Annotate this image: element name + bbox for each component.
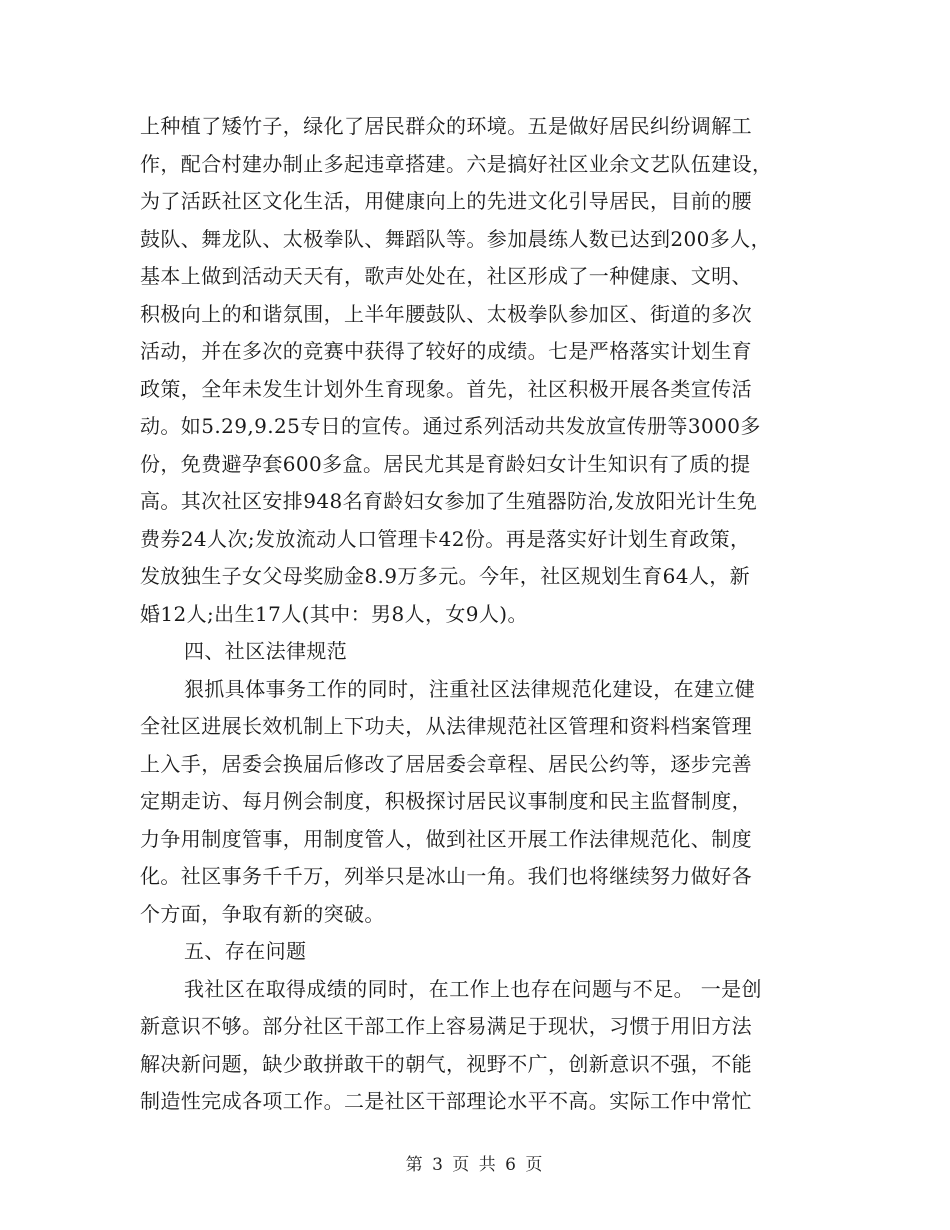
text-line: 政策，全年未发生计划外生育现象。首先，社区积极开展各类宣传活 — [140, 376, 752, 401]
text-line: 发放独生子女父母奖励金8.9万多元。今年，社区规划生育64人，新 — [140, 564, 751, 588]
text-line: 定期走访、每月例会制度，积极探讨居民议事制度和民主监督制度， — [140, 789, 752, 813]
document-body — [140, 108, 808, 1121]
text-line: 上种植了矮竹子，绿化了居民群众的环境。五是做好居民纠纷调解工 — [140, 114, 752, 138]
text-line: 积极向上的和谐氛围，上半年腰鼓队、太极拳队参加区、街道的多次 — [140, 301, 752, 326]
text-line: 解决新问题，缺少敢拼敢干的朝气，视野不广，创新意识不强，不能 — [140, 1051, 752, 1076]
text-line: 全社区进展长效机制上下功夫，从法律规范社区管理和资料档案管理 — [140, 714, 752, 738]
text-line: 动。如5.29,9.25专日的宣传。通过系列活动共发放宣传册等3000多 — [140, 414, 761, 438]
text-line: 个方面，争取有新的突破。 — [140, 901, 385, 926]
text-line: 力争用制度管事，用制度管人，做到社区开展工作法律规范化、制度 — [140, 826, 752, 851]
text-line: 四、社区法律规范 — [184, 639, 348, 663]
text-line: 五、存在问题 — [184, 939, 307, 963]
text-line: 狠抓具体事务工作的同时，注重社区法律规范化建设，在建立健 — [184, 676, 756, 701]
text-line: 费券24人次;发放流动人口管理卡42份。再是落实好计划生育政策， — [140, 526, 751, 551]
text-line: 份，免费避孕套600多盒。居民尤其是育龄妇女计生知识有了质的提 — [140, 451, 751, 476]
text-line: 为了活跃社区文化生活，用健康向上的先进文化引导居民，目前的腰 — [140, 189, 752, 213]
text-line: 新意识不够。部分社区干部工作上容易满足于现状，习惯于用旧方法 — [140, 1014, 752, 1038]
text-line: 高。其次社区安排948名育龄妇女参加了生殖器防治,发放阳光计生免 — [140, 489, 758, 513]
text-line: 化。社区事务千千万，列举只是冰山一角。我们也将继续努力做好各 — [140, 864, 752, 888]
text-line: 婚12人;出生17人(其中：男8人，女9人)。 — [140, 601, 528, 626]
text-line: 我社区在取得成绩的同时，在工作上也存在问题与不足。 一是创 — [184, 976, 762, 1001]
page-footer: 第 3 页 共 6 页 — [405, 1155, 545, 1175]
text-line: 活动，并在多次的竞赛中获得了较好的成绩。七是严格落实计划生育 — [140, 339, 752, 363]
text-line: 作，配合村建办制止多起违章搭建。六是搞好社区业余文艺队伍建设， — [140, 151, 773, 176]
text-line: 制造性完成各项工作。二是社区干部理论水平不高。实际工作中常忙 — [140, 1089, 752, 1113]
text-line: 基本上做到活动天天有，歌声处处在，社区形成了一种健康、文明、 — [140, 264, 752, 288]
text-line: 鼓队、舞龙队、太极拳队、舞蹈队等。参加晨练人数已达到200多人， — [140, 226, 771, 251]
text-line: 上入手，居委会换届后修改了居居委会章程、居民公约等，逐步完善 — [140, 751, 752, 776]
